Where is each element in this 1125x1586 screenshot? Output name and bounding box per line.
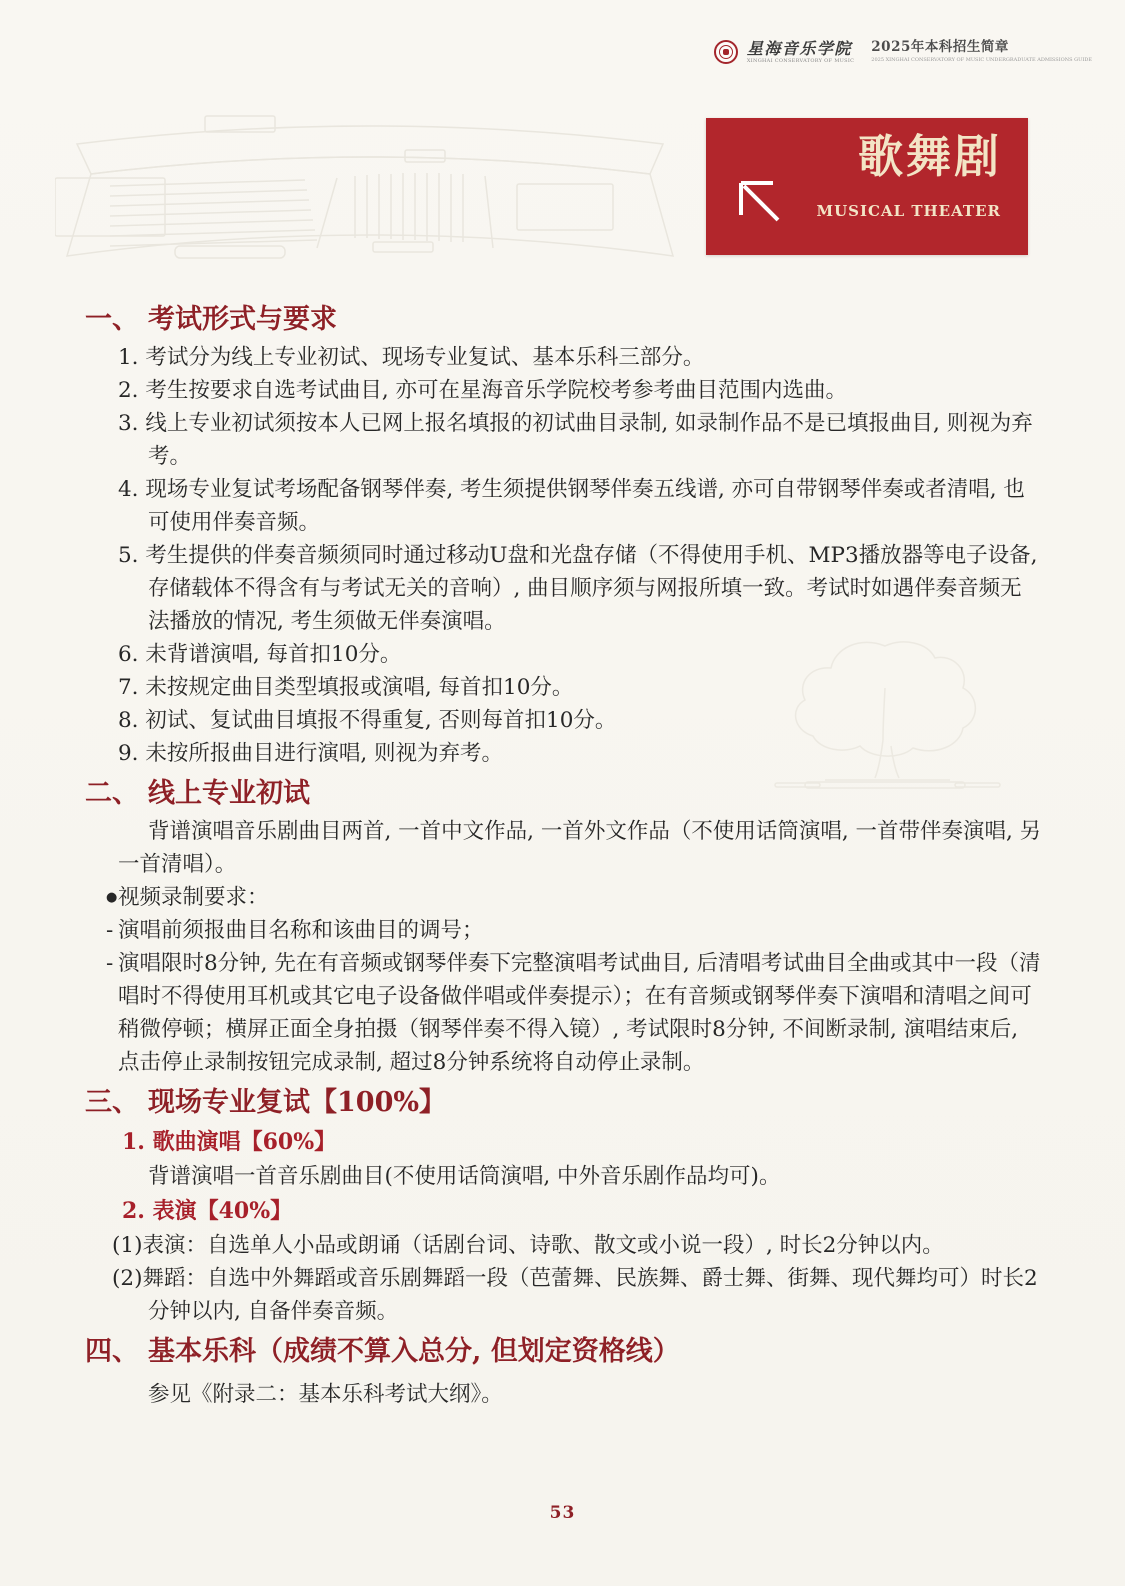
page-number: 53 bbox=[549, 1503, 576, 1523]
school-name-block bbox=[746, 38, 855, 64]
bullet-icon: ● bbox=[106, 890, 118, 905]
list-item: (2)舞蹈：自选中外舞蹈或音乐剧舞蹈一段（芭蕾舞、民族舞、爵士舞、街舞、现代舞均可）时长2分钟以内, 自备伴奏音频。 bbox=[112, 1266, 1038, 1324]
section-number: 三、 bbox=[85, 1087, 139, 1118]
studio-watermark-image bbox=[55, 98, 685, 278]
list-item: 9. 未按所报曲目进行演唱, 则视为弃考。 bbox=[118, 741, 504, 766]
paragraph: 背谱演唱一首音乐剧曲目(不使用话筒演唱, 中外音乐剧作品均可)。 bbox=[148, 1164, 781, 1189]
list-item: 8. 初试、复试曲目填报不得重复, 否则每首扣10分。 bbox=[118, 708, 617, 733]
banner-subtitle: MUSICAL THEATER bbox=[816, 202, 1001, 220]
list-item: 7. 未按规定曲目类型填报或演唱, 每首扣10分。 bbox=[118, 675, 574, 700]
list-item: 4. 现场专业复试考场配备钢琴伴奏, 考生须提供钢琴伴奏五线谱, 亦可自带钢琴伴奏或者清唱, 也可使用伴奏音频。 bbox=[118, 477, 1025, 535]
list-item: (1)表演：自选单人小品或朗诵（话剧台词、诗歌、散文或小说一段）, 时长2分钟以内。 bbox=[112, 1233, 944, 1258]
section-number: 二、 bbox=[85, 778, 139, 809]
paragraph: 背谱演唱音乐剧曲目两首, 一首中文作品, 一首外文作品（不使用话筒演唱, 一首带伴奏演唱, 另一首清唱）。 bbox=[118, 819, 1042, 877]
section-title: 现场专业复试【100%】 bbox=[148, 1087, 447, 1118]
subsection-title-performance: 2. 表演【40%】 bbox=[122, 1198, 293, 1224]
main-content bbox=[85, 296, 1043, 1411]
section-title: 线上专业初试 bbox=[148, 778, 310, 809]
section-heading-onsite-final bbox=[85, 1082, 1043, 1124]
page-header bbox=[714, 40, 1092, 64]
school-name-cn: 星海音乐学院 bbox=[746, 38, 852, 58]
section-banner bbox=[706, 118, 1028, 255]
list-item: 6. 未背谱演唱, 每首扣10分。 bbox=[118, 642, 402, 667]
section-title: 考试形式与要求 bbox=[148, 304, 337, 335]
section-heading-online-prelim bbox=[85, 773, 1043, 815]
dash-item bbox=[85, 947, 1043, 1079]
banner-title: 歌舞剧 bbox=[857, 130, 1002, 183]
dash-item bbox=[85, 914, 1043, 947]
school-seal-logo bbox=[714, 40, 738, 64]
dash-icon: - bbox=[106, 951, 114, 976]
section-heading-basic-music bbox=[85, 1331, 1043, 1373]
school-name-en: XINGHAI CONSERVATORY OF MUSIC bbox=[746, 57, 855, 64]
section-number: 四、 bbox=[85, 1336, 139, 1367]
dash-text: 演唱前须报曲目名称和该曲目的调号； bbox=[118, 918, 484, 943]
section-title: 基本乐科（成绩不算入总分, 但划定资格线） bbox=[148, 1336, 680, 1367]
bullet-item bbox=[85, 881, 1043, 914]
dash-text: 演唱限时8分钟, 先在有音频或钢琴伴奏下完整演唱考试曲目, 后清唱考试曲目全曲或其中一段（清唱时不得使用耳机或其它电子设备做伴唱或伴奏提示）；在有音频或钢琴伴奏下演唱和清唱之间可稍微停顿；横屏正面全身拍摄（钢琴伴奏不得入镜）, 考试限时8分钟, 不间断录制, 演唱结束后, 点击停止录制按钮完成录制, 超过8分钟系统将自动停止录制。 bbox=[118, 951, 1041, 1075]
brochure-subtitle: 2025 XINGHAI CONSERVATORY OF MUSIC UNDERGRADUATE ADMISSIONS GUIDE bbox=[871, 56, 1092, 63]
paragraph: 参见《附录二：基本乐科考试大纲》。 bbox=[148, 1382, 503, 1407]
section-number: 一、 bbox=[85, 304, 139, 335]
list-item: 1. 考试分为线上专业初试、现场专业复试、基本乐科三部分。 bbox=[118, 345, 705, 370]
list-item: 3. 线上专业初试须按本人已网上报名填报的初试曲目录制, 如录制作品不是已填报曲目, 则视为弃考。 bbox=[118, 411, 1033, 469]
arrow-up-left-icon bbox=[736, 178, 786, 232]
dash-icon: - bbox=[106, 918, 114, 943]
seal-core-mark bbox=[723, 49, 729, 55]
brochure-title-block bbox=[871, 41, 1092, 63]
list-item: 2. 考生按要求自选考试曲目, 亦可在星海音乐学院校考参考曲目范围内选曲。 bbox=[118, 378, 848, 403]
brochure-title: 2025年本科招生简章 bbox=[871, 39, 1009, 56]
list-item: 5. 考生提供的伴奏音频须同时通过移动U盘和光盘存储（不得使用手机、MP3播放器等电子设备, 存储载体不得含有与考试无关的音响）, 曲目顺序须与网报所填一致。考试时如遇伴奏音频无法播放的情况, 考生须做无伴奏演唱。 bbox=[118, 543, 1038, 634]
subsection-title-singing: 1. 歌曲演唱【60%】 bbox=[122, 1129, 337, 1155]
bullet-label: 视频录制要求： bbox=[118, 885, 269, 910]
section-heading-exam-format bbox=[85, 299, 1043, 341]
